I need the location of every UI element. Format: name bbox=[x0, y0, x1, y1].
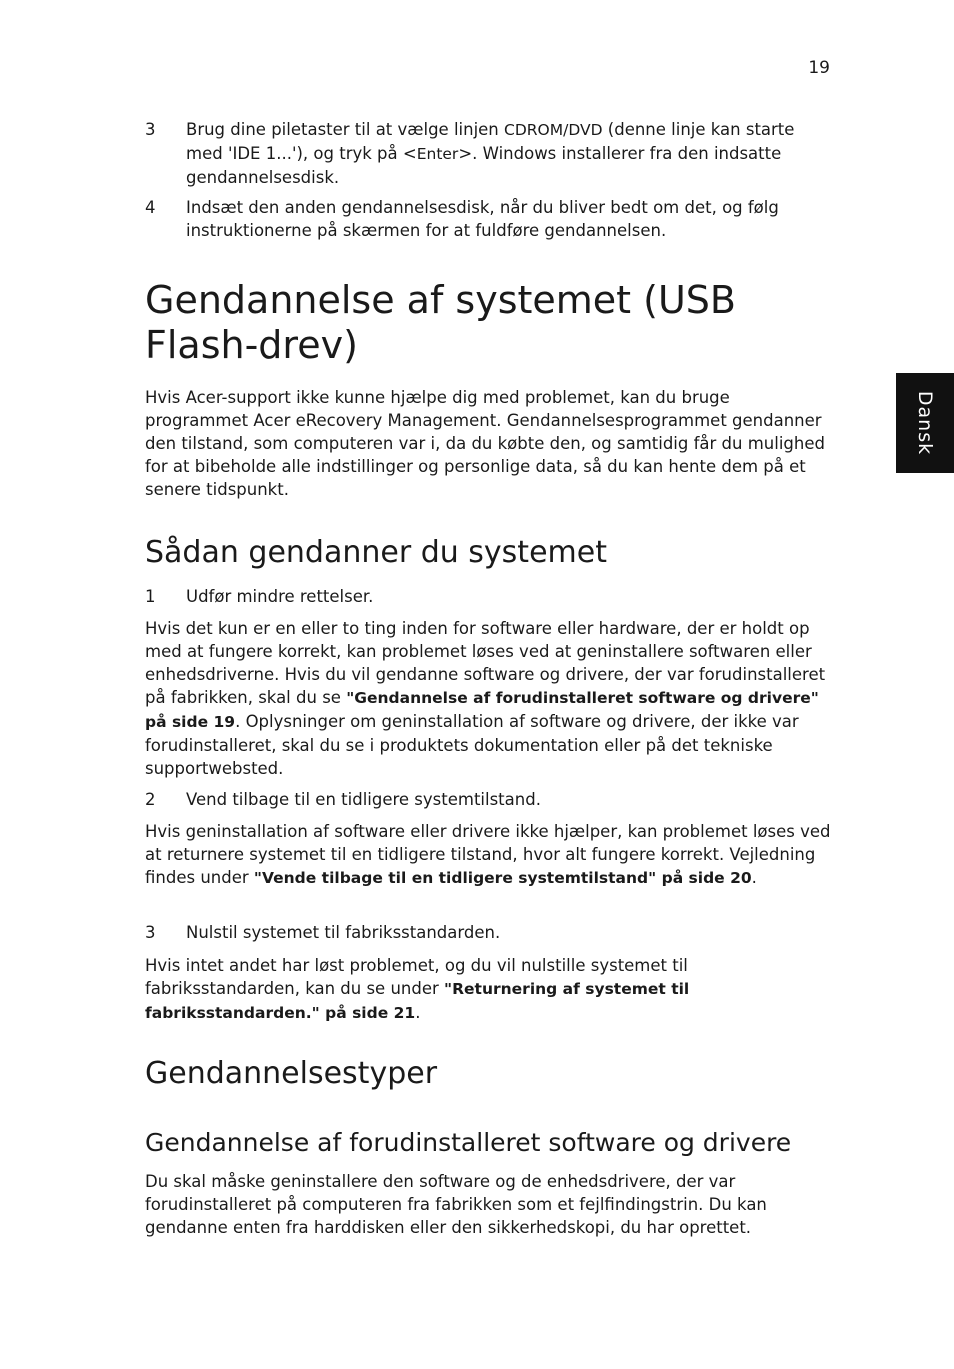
list-item bbox=[145, 585, 835, 608]
ui-label-cdrom: CDROM/DVD bbox=[504, 121, 603, 139]
cross-reference-link[interactable]: "Vende tilbage til en tidligere systemtilstand" på side 20 bbox=[253, 869, 752, 887]
list-item bbox=[145, 921, 835, 944]
list-item-text: Brug dine piletaster til at vælge linjen CDROM/DVD (denne linje kan starte med 'IDE 1...'), og tryk på <Enter>. Windows installerer fra den indsatte gendannelsesdisk. bbox=[186, 120, 795, 187]
list-item-number: 3 bbox=[145, 923, 156, 942]
page-number: 19 bbox=[808, 58, 830, 78]
list-item-text: Nulstil systemet til fabriksstandarden. bbox=[186, 923, 501, 942]
page-title: Gendannelse af systemet (USB Flash-drev) bbox=[145, 278, 736, 367]
list-item-text: Udfør mindre rettelser. bbox=[186, 587, 374, 606]
language-tab bbox=[896, 373, 954, 473]
cross-reference-link[interactable]: "Gendannelse af forudinstalleret software og drivere" på side 19 bbox=[145, 689, 819, 731]
intro-paragraph: Hvis Acer-support ikke kunne hjælpe dig med problemet, kan du bruge programmet Acer eRecovery Management. Gendannelsesprogrammet gendanner den tilstand, som computeren var i, da du købte den, og samtidig får du mulighed for at bibeholde alle indstillinger og personlige data, så du kan hente dem på et senere tidspunkt. bbox=[145, 388, 825, 499]
cross-reference-link[interactable]: "Returnering af systemet til fabriksstandarden." på side 21 bbox=[145, 980, 690, 1022]
list-item-number: 3 bbox=[145, 120, 156, 139]
paragraph-previous-state: Hvis geninstallation af software eller drivere ikke hjælper, kan problemet løses ved at returnere systemet til en tidligere tilstand, hvor alt fungere korrekt. Vejledning findes under "Vende tilbage til en tidligere systemtilstand" på side 20. bbox=[145, 822, 831, 887]
paragraph-preinstalled: Du skal måske geninstallere den software og de enhedsdrivere, der var forudinstalleret på computeren fra fabrikken som et fejlfindingstrin. Du kan gendanne enten fra harddisken eller den sikkerhedskopi, du har oprettet. bbox=[145, 1172, 767, 1237]
paragraph-factory-reset: Hvis intet andet har løst problemet, og du vil nulstille systemet til fabriksstandarden, kan du se under "Returnering af systemet til fabriksstandarden." på side 21. bbox=[145, 956, 690, 1022]
list-item bbox=[145, 196, 835, 242]
list-item-number: 1 bbox=[145, 587, 156, 606]
subsection-heading: Gendannelse af forudinstalleret software og drivere bbox=[145, 1128, 792, 1157]
paragraph-minor-fixes: Hvis det kun er en eller to ting inden for software eller hardware, der er holdt op med at fungere korrekt, kan problemet løses ved at geninstallere softwaren eller enhedsdriverne. Hvis du vil gendanne software og drivere, der var forudinstalleret på fabrikken, skal du se "Gendannelse af forudinstalleret software og drivere" på side 19. Oplysninger om geninstallation af software og drivere, der ikke var forudinstalleret, skal du se i produktets dokumentation eller på det tekniske supportwebsted. bbox=[145, 619, 826, 778]
list-item-number: 4 bbox=[145, 198, 156, 217]
list-item-number: 2 bbox=[145, 790, 156, 809]
list-item-text: Vend tilbage til en tidligere systemtilstand. bbox=[186, 790, 541, 809]
list-item-text: Indsæt den anden gendannelsesdisk, når du bliver bedt om det, og følg instruktionerne på skærmen for at fuldføre gendannelsen. bbox=[186, 198, 779, 240]
ui-label-enter: Enter bbox=[416, 145, 459, 163]
language-tab-label: Dansk bbox=[914, 390, 936, 456]
list-item bbox=[145, 118, 835, 189]
list-item bbox=[145, 788, 835, 811]
section-heading-how: Sådan gendanner du systemet bbox=[145, 535, 607, 570]
section-heading-types: Gendannelsestyper bbox=[145, 1056, 438, 1091]
